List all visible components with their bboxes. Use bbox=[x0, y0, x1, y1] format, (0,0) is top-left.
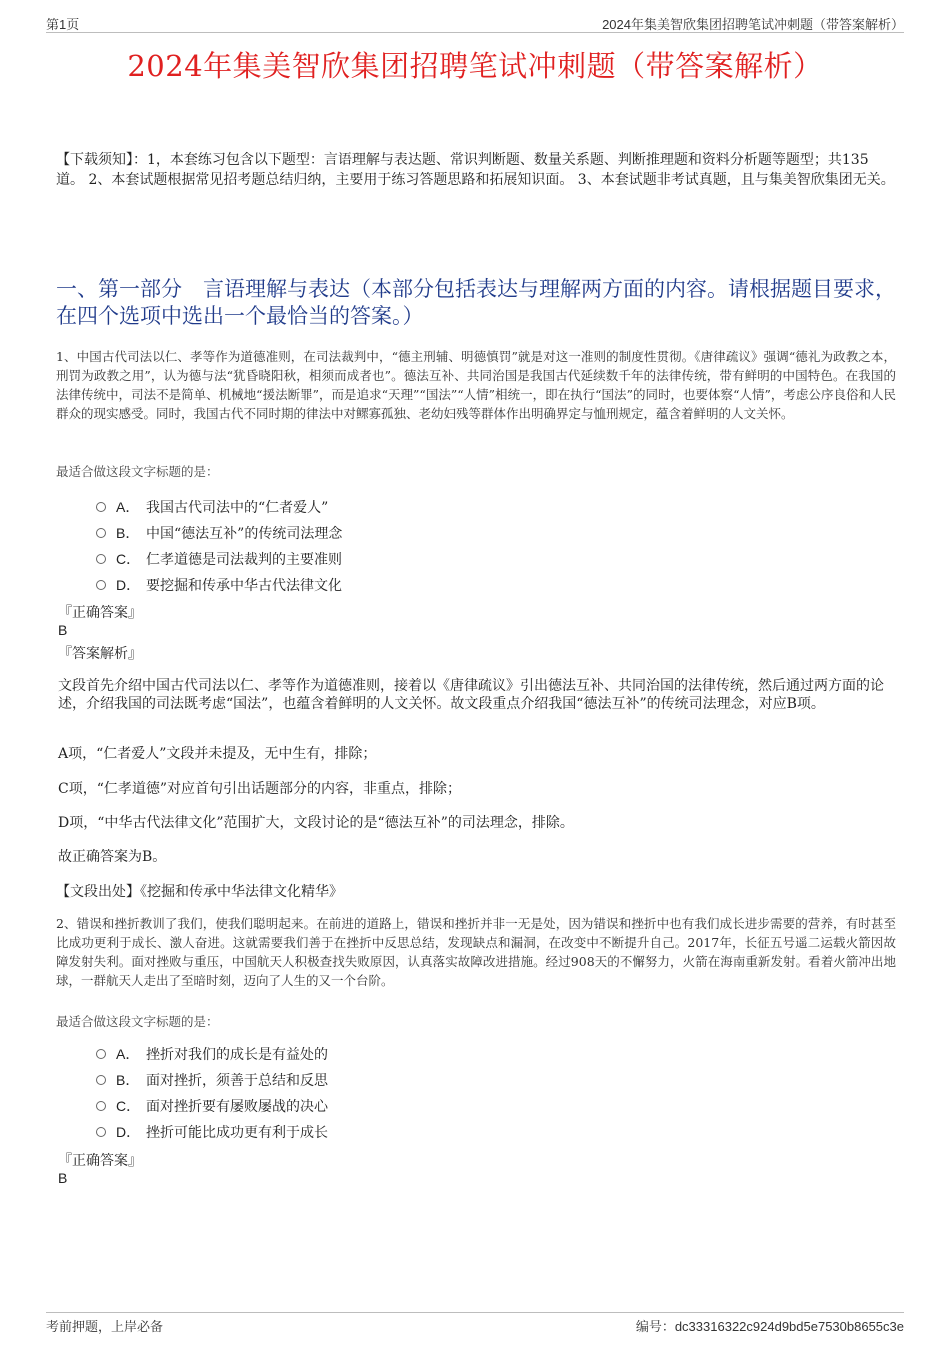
header-doc-title: 2024年集美智欣集团招聘笔试冲刺题（带答案解析） bbox=[602, 17, 904, 32]
question-1-text: 1、中国古代司法以仁、孝等作为道德准则，在司法裁判中，“德主刑辅、明德慎罚”就是对这一准则的制度性贯彻。《唐律疏议》强调“德礼为政教之本，刑罚为政教之用”，认为德与法“犹昏晓阳秋，相须而成者也”。德法互补、共同治国是我国古代延续数千年的法律传统，带有鲜明的中国特色。在我国的法律传统中，司法不是简单、机械地“援法断罪”，而是追求“天理”“国法”“人情”相统一，即在执行“国法”的同时，也要体察“人情”，考虑公序良俗和人民群众的现实感受。同时，我国古代不同时期的律法中对鳏寡孤独、老幼妇残等群体作出明确界定与恤刑规定，蕴含着鲜明的人文关怀。 bbox=[56, 349, 896, 421]
analysis-paragraph: C项，“仁孝道德”对应首句引出话题部分的内容，非重点，排除； bbox=[58, 781, 462, 797]
option-text: 要挖掘和传承中华古代法律文化 bbox=[146, 578, 342, 594]
option-a[interactable]: A． 挫折对我们的成长是有益处的 bbox=[96, 1041, 696, 1067]
analysis-paragraph: 文段首先介绍中国古代司法以仁、孝等作为道德准则，接着以《唐律疏议》引出德法互补、共同治国的法律传统，然后通过两方面的论述，介绍我国的司法既考虑“国法”，也蕴含着鲜明的人文关怀。故文段重点介绍我国“德法互补”的传统司法理念，对应B项。 bbox=[58, 678, 884, 712]
question-2-text: 2、错误和挫折教训了我们，使我们聪明起来。在前进的道路上，错误和挫折并非一无是处，因为错误和挫折中也有我们成长进步需要的营养，有时甚至比成功更利于成长、激人奋进。这就需要我们善于在挫折中反思总结，发现缺点和漏洞，在改变中不断提升自己。2017年，长征五号遥二运载火箭因故障发射失利。面对挫败与重压，中国航天人积极查找失败原因，认真落实故障改进措施。经过908天的不懈努力，火箭在海南重新发射。看着火箭冲出地球，一群航天人走出了至暗时刻，迈向了人生的又一个台阶。 bbox=[56, 916, 896, 988]
option-text: 中国“德法互补”的传统司法理念 bbox=[146, 526, 343, 542]
section-title: 一、第一部分 言语理解与表达（本部分包括表达与理解两方面的内容。请根据题目要求，在四个选项中选出一个最恰当的答案。） bbox=[56, 277, 896, 328]
option-text: 挫折对我们的成长是有益处的 bbox=[146, 1047, 328, 1063]
option-text: 面对挫折要有屡败屡战的决心 bbox=[146, 1099, 328, 1115]
option-d[interactable]: D． 要挖掘和传承中华古代法律文化 bbox=[96, 572, 696, 598]
analysis-paragraph: D项，“中华古代法律文化”范围扩大，文段讨论的是“德法互补”的司法理念，排除。 bbox=[58, 815, 574, 831]
correct-answer: B bbox=[58, 1170, 68, 1186]
question-1-prompt: 最适合做这段文字标题的是： bbox=[56, 464, 219, 479]
radio-icon[interactable] bbox=[96, 1075, 106, 1085]
correct-answer-label: 『正确答案』 bbox=[58, 605, 142, 621]
analysis-label: 『答案解析』 bbox=[58, 646, 142, 662]
question-1-options bbox=[96, 494, 696, 598]
radio-icon[interactable] bbox=[96, 502, 106, 512]
page-footer bbox=[46, 1312, 904, 1335]
radio-icon[interactable] bbox=[96, 1049, 106, 1059]
question-2-prompt: 最适合做这段文字标题的是： bbox=[56, 1014, 219, 1029]
option-a[interactable]: A． 我国古代司法中的“仁者爱人” bbox=[96, 494, 696, 520]
radio-icon[interactable] bbox=[96, 528, 106, 538]
analysis-paragraph: 故正确答案为B。 bbox=[58, 849, 167, 865]
page-header bbox=[46, 12, 904, 33]
option-c[interactable]: C． 仁孝道德是司法裁判的主要准则 bbox=[96, 546, 696, 572]
source-citation: 【文段出处】《挖掘和传承中华法律文化精华》 bbox=[56, 884, 343, 900]
question-2-options bbox=[96, 1041, 696, 1145]
footer-slogan: 考前押题，上岸必备 bbox=[46, 1320, 164, 1335]
radio-icon[interactable] bbox=[96, 580, 106, 590]
radio-icon[interactable] bbox=[96, 1127, 106, 1137]
option-b[interactable]: B． 中国“德法互补”的传统司法理念 bbox=[96, 520, 696, 546]
option-text: 面对挫折，须善于总结和反思 bbox=[146, 1073, 328, 1089]
analysis-paragraph: A项，“仁者爱人”文段并未提及，无中生有，排除； bbox=[58, 746, 377, 762]
footer-serial: 编号：dc33316322c924d9bd5e7530b8655c3e bbox=[635, 1319, 904, 1334]
correct-answer: B bbox=[58, 622, 68, 638]
option-text: 仁孝道德是司法裁判的主要准则 bbox=[146, 552, 342, 568]
download-notice: 【下载须知】：1，本套练习包含以下题型：言语理解与表达题、常识判断题、数量关系题、判断推理题和资料分析题等题型；共135道。 2、本套试题根据常见招考题总结归纳，主要用于练习答题思路和拓展知识面。 3、本套试题非考试真题，且与集美智欣集团无关。 bbox=[56, 152, 895, 188]
radio-icon[interactable] bbox=[96, 554, 106, 564]
radio-icon[interactable] bbox=[96, 1101, 106, 1111]
document-title: 2024年集美智欣集团招聘笔试冲刺题（带答案解析） bbox=[127, 49, 823, 83]
option-text: 挫折可能比成功更有利于成长 bbox=[146, 1125, 328, 1141]
option-d[interactable]: D． 挫折可能比成功更有利于成长 bbox=[96, 1119, 696, 1145]
correct-answer-label: 『正确答案』 bbox=[58, 1153, 142, 1169]
option-text: 我国古代司法中的“仁者爱人” bbox=[146, 500, 329, 516]
option-c[interactable]: C． 面对挫折要有屡败屡战的决心 bbox=[96, 1093, 696, 1119]
option-b[interactable]: B． 面对挫折，须善于总结和反思 bbox=[96, 1067, 696, 1093]
page-number: 第1页 bbox=[46, 17, 80, 32]
